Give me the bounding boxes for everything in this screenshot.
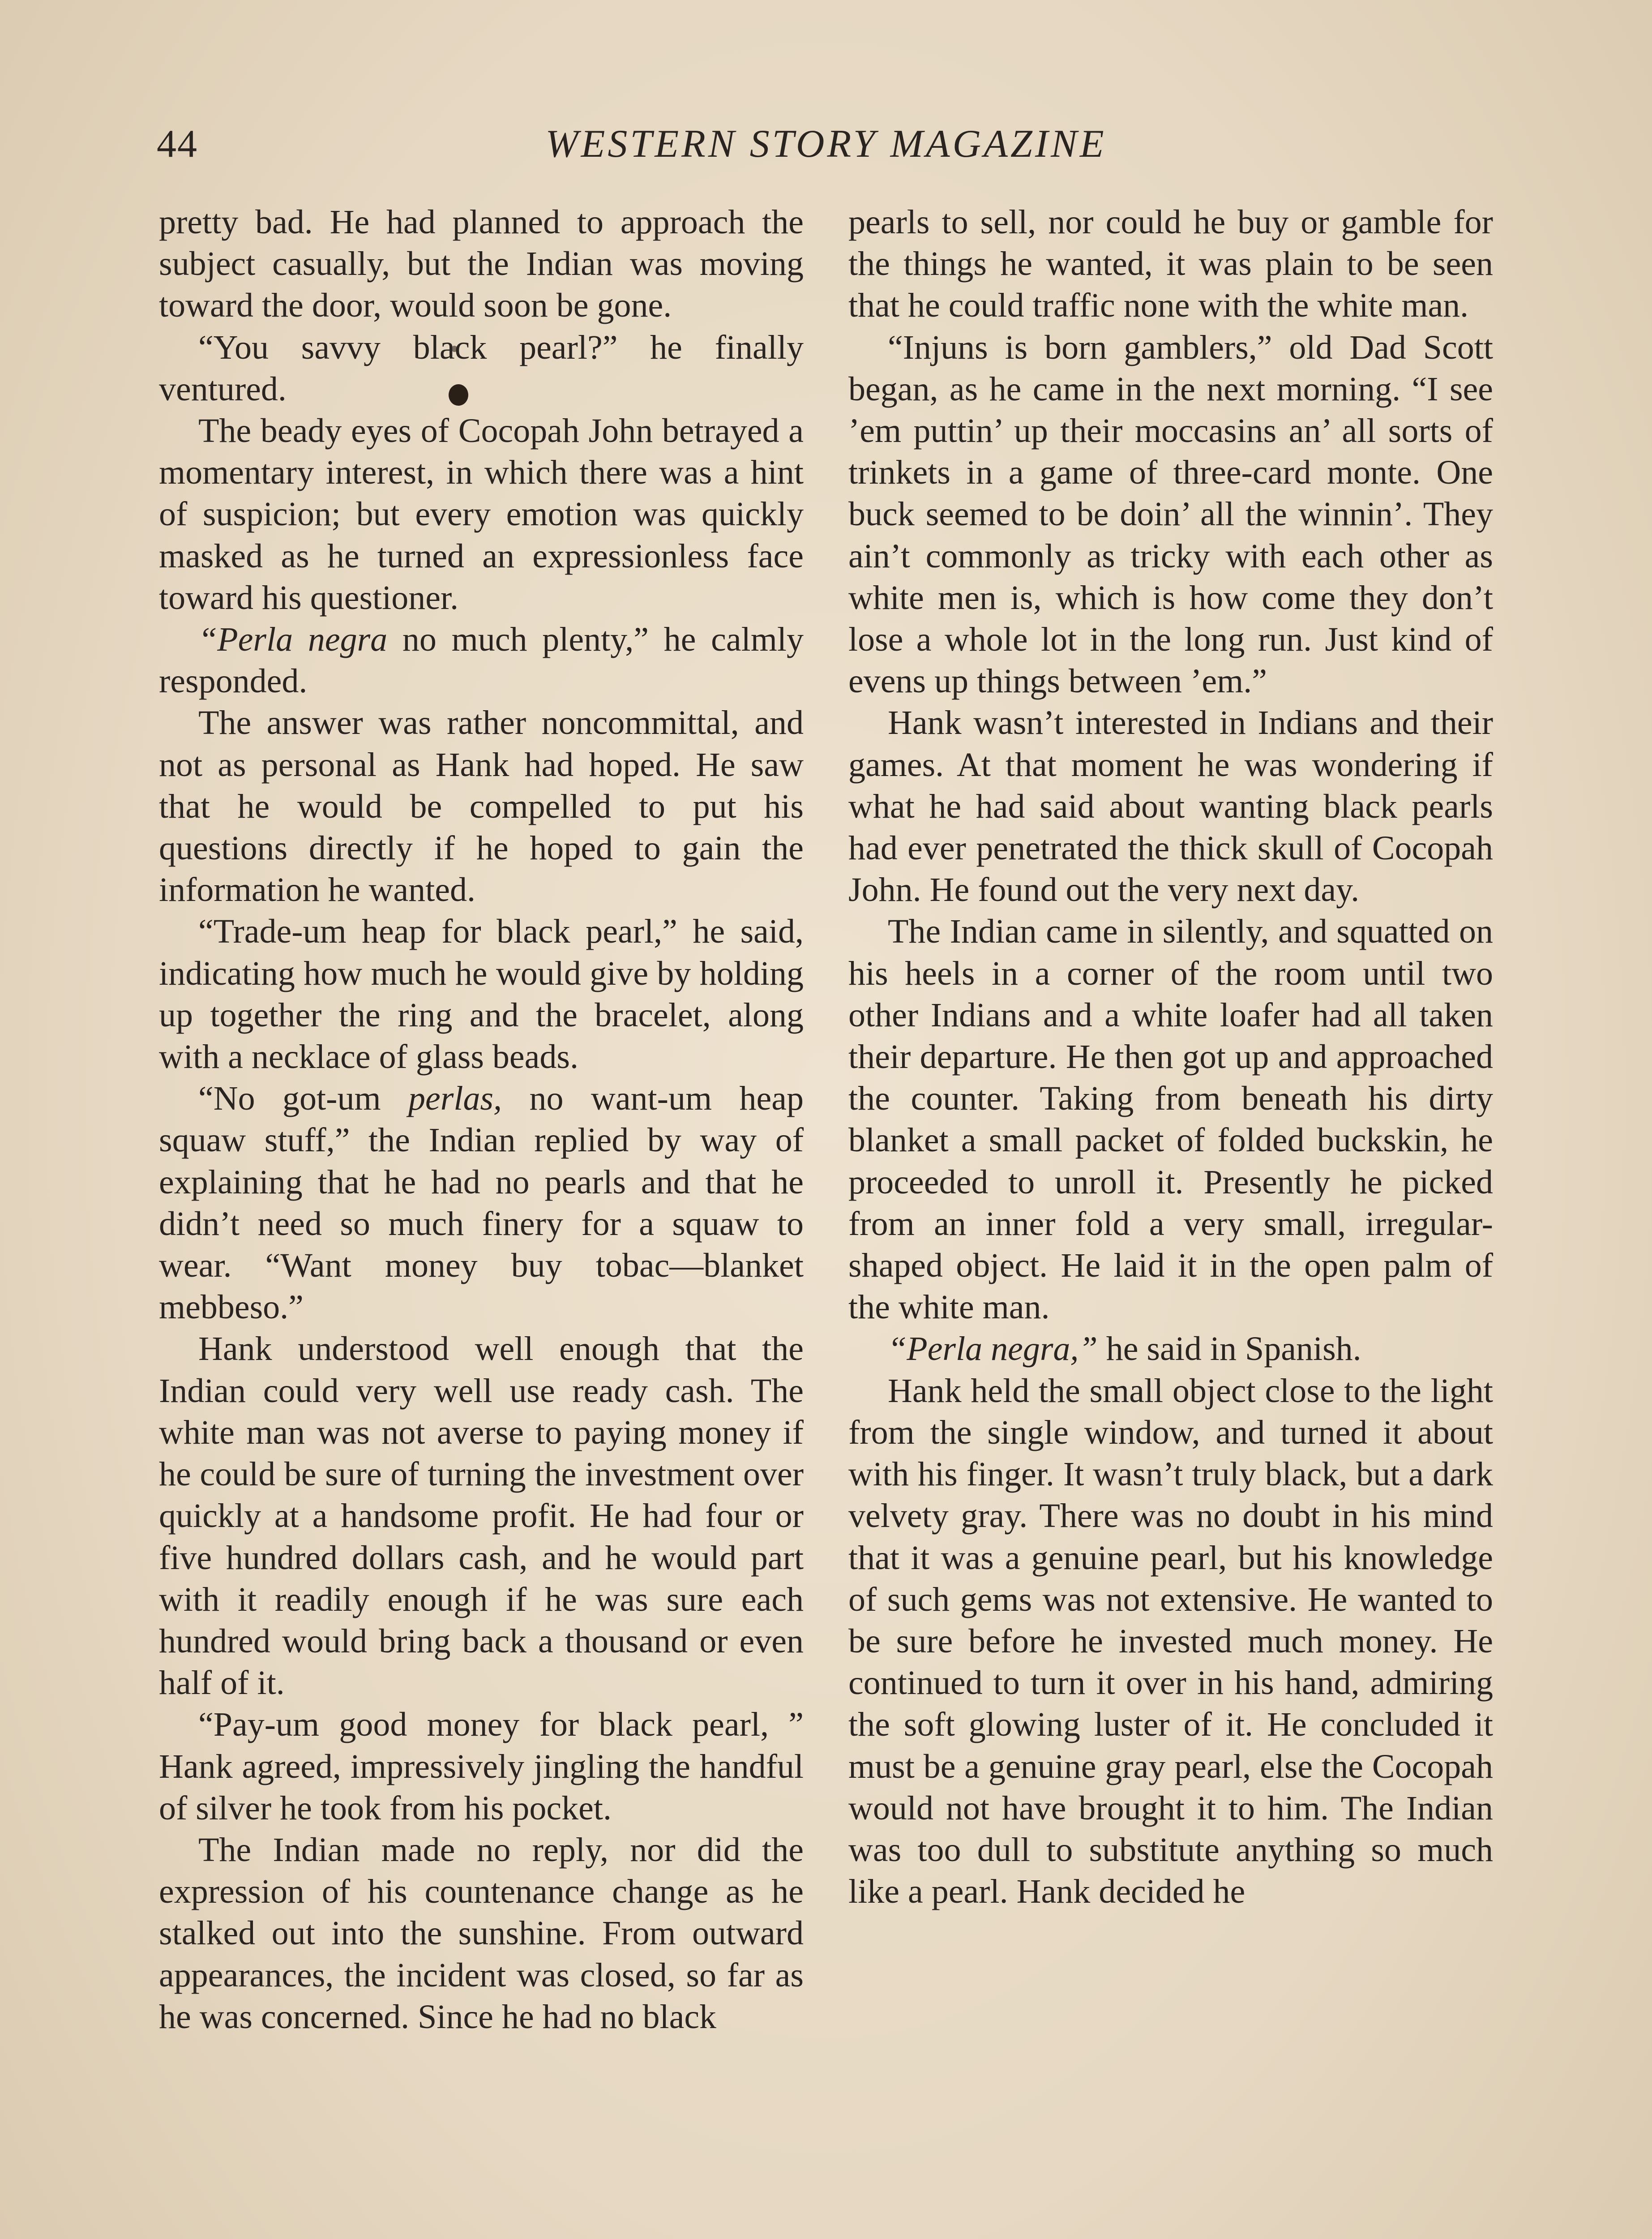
paragraph: The beady eyes of Cocopah John betrayed a momentary interest, in which there was a hint of suspicion; but every emotion was quickly masked as he turned an expressionless face toward his questioner. xyxy=(159,412,804,617)
paragraph: pearls to sell, nor could he buy or gamble for the things he wanted, it was plain to be seen that he could traffic none with the white man. xyxy=(848,203,1493,325)
paragraph: pretty bad. He had planned to approach the subject casually, but the Indian was moving toward the door, would soon be gone. xyxy=(159,203,804,325)
paragraph: The answer was rather noncommittal, and not as personal as Hank had hoped. He saw that he would be compelled to put his questions directly if he hoped to gain the information he wanted. xyxy=(159,704,804,909)
paragraph: “Trade-um heap for black pearl,” he said, indicating how much he would give by holding up together the ring and the bracelet, along with a necklace of glass beads. xyxy=(159,913,804,1076)
italic-phrase: “Perla negra,” xyxy=(888,1330,1098,1368)
left-column xyxy=(159,202,804,2038)
page-header xyxy=(157,117,1495,180)
paragraph xyxy=(848,1328,1493,1370)
paragraph xyxy=(159,1078,804,1328)
paragraph-text: no want-um heap squaw stuff,” the Indian replied by way of explaining that he had no pearls and that he didn’t need so much finery for a squaw to wear. “Want money buy tobac—blanket mebbeso.” xyxy=(159,1080,804,1326)
paragraph: Hank wasn’t interested in Indians and their games. At that moment he was wondering if what he had said about wanting black pearls had ever penetrated the thick skull of Cocopah John. He found out the very next day. xyxy=(848,704,1493,909)
right-column xyxy=(848,202,1493,1913)
running-title: WESTERN STORY MAGAZINE xyxy=(545,122,1107,166)
paragraph-text: “No got-um xyxy=(198,1080,409,1118)
paragraph: “Pay-um good money for black pearl, ” Hank agreed, impressively jingling the handful of silver he took from his pocket. xyxy=(159,1706,804,1827)
paragraph: The Indian made no reply, nor did the expression of his countenance change as he stalked out into the sunshine. From outward appearances, the incident was closed, so far as he was concerned. Since he had no black xyxy=(159,1831,804,2036)
paragraph-text: no much plenty,” he calmly responded. xyxy=(159,621,804,700)
page-number: 44 xyxy=(157,122,198,166)
paragraph: “You savvy black pearl?” he finally ventured. xyxy=(159,328,804,408)
paragraph: “Injuns is born gamblers,” old Dad Scott began, as he came in the next morning. “I see ’em puttin’ up their moccasins an’ all sorts of trinkets in a game of three-card monte. One buck seemed to be doin’ all the winnin’. They ain’t commonly as tricky with each other as white men is, which is how come they don’t lose a whole lot in the long run. Just kind of evens up things between ’em.” xyxy=(848,328,1493,700)
paragraph xyxy=(159,619,804,702)
paragraph: The Indian came in silently, and squatted on his heels in a corner of the room until two other Indians and a white loafer had all taken their departure. He then got up and approached the counter. Taking from beneath his dirty blanket a small packet of folded buckskin, he proceeded to unroll it. Presently he picked from an inner fold a very small, irregular-shaped object. He laid it in the open palm of the white man. xyxy=(848,913,1493,1326)
paragraph: Hank understood well enough that the Indian could very well use ready cash. The white man was not averse to paying money if he could be sure of turning the investment over quickly at a handsome profit. He had four or five hundred dollars cash, and he would part with it readily enough if he was sure each hundred would bring back a thousand or even half of it. xyxy=(159,1330,804,1702)
paragraph-text: he said in Spanish. xyxy=(1097,1330,1361,1368)
italic-phrase: “Perla negra xyxy=(198,621,388,659)
paragraph: Hank held the small object close to the light from the single window, and turned it about with his finger. It wasn’t truly black, but a dark velvety gray. There was no doubt in his mind that it was a genuine pearl, but his knowledge of such gems was not extensive. He wanted to be sure before he invested much money. He continued to turn it over in his hand, admiring the soft glowing luster of it. He concluded it must be a genuine gray pearl, else the Cocopah would not have brought it to him. The Indian was too dull to substitute anything so much like a pearl. Hank decided he xyxy=(848,1372,1493,1911)
italic-phrase: perlas, xyxy=(408,1080,502,1118)
